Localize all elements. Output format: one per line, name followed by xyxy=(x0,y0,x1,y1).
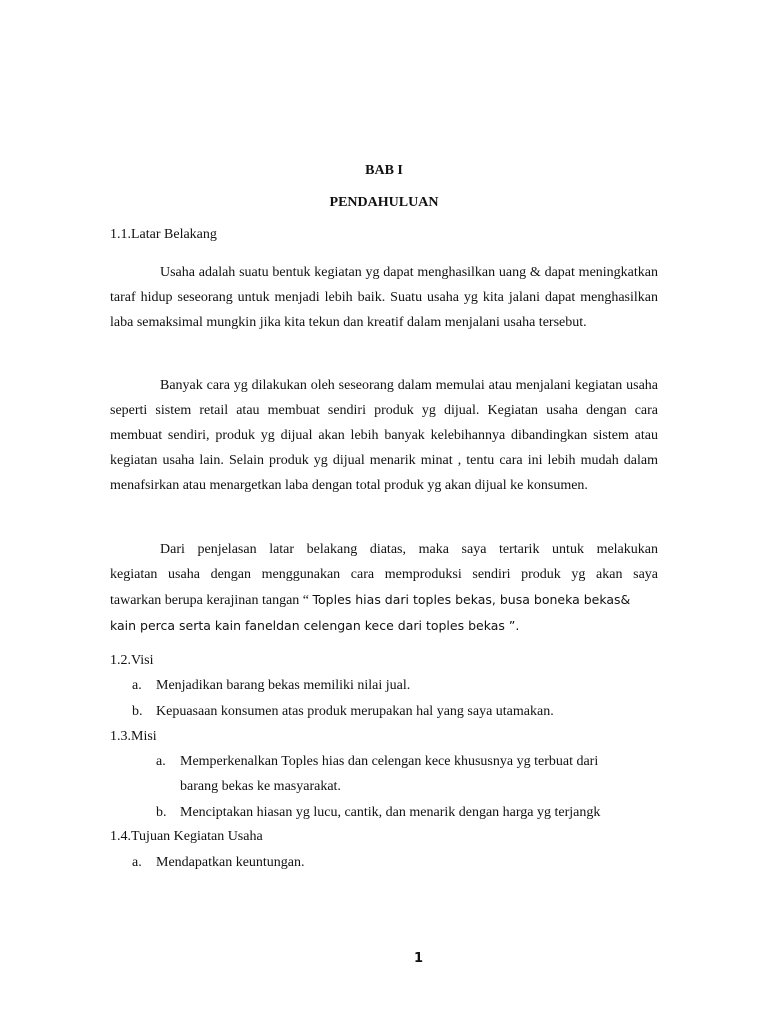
paragraph-3-line-1: Dari penjelasan latar belakang diatas, maka saya tertarik untuk melakukan xyxy=(160,542,658,557)
misi-item-b-marker: b. xyxy=(156,805,167,820)
tujuan-item-a-marker: a. xyxy=(132,855,142,870)
visi-item-b-marker: b. xyxy=(132,704,143,719)
tujuan-item-a-text: Mendapatkan keuntungan. xyxy=(156,855,305,870)
paragraph-3-line-3 xyxy=(110,587,658,613)
page-number: 1 xyxy=(414,951,424,966)
paragraph-2-text: Banyak cara yg dilakukan oleh seseorang dalam memulai atau menjalani kegiatan usaha seperti sistem retail atau membuat sendiri produk yg dijual. Kegiatan usaha dengan cara membuat sendiri, produk yg dijual akan lebih banyak kelebihannya dibandingkan sistem atau kegiatan usaha lain. Selain produk yg dijual menarik minat , tentu cara ini lebih mudah dalam menafsirkan atau menargetkan laba dengan total produk yg akan dijual ke konsumen. xyxy=(110,378,658,493)
visi-item-b-text: Kepuasaan konsumen atas produk merupakan hal yang saya utamakan. xyxy=(156,704,554,719)
paragraph-3-line-3-sans: Toples hias dari toples bekas, busa boneka bekas& xyxy=(312,592,631,607)
misi-item-a-line-1: Memperkenalkan Toples hias dan celengan kece khususnya yg terbuat dari xyxy=(180,754,599,769)
misi-item-a-marker: a. xyxy=(156,754,166,769)
chapter-label: BAB I xyxy=(365,163,403,178)
paragraph-1 xyxy=(110,260,658,335)
section-heading-tujuan: 1.4.Tujuan Kegiatan Usaha xyxy=(110,829,263,844)
paragraph-2 xyxy=(110,373,658,498)
misi-item-b-line-1: Menciptakan hiasan yg lucu, cantik, dan menarik dengan harga yg terjangk xyxy=(180,805,601,820)
chapter-title: PENDAHULUAN xyxy=(329,195,439,210)
paragraph-3-line-4: kain perca serta kain faneldan celengan kece dari toples bekas ”. xyxy=(110,618,520,633)
paragraph-3-line-3-serif: tawarkan berupa kerajinan tangan “ xyxy=(110,593,313,608)
paragraph-3-line-2: kegiatan usaha dengan menggunakan cara memproduksi sendiri produk yg akan saya xyxy=(110,567,658,582)
visi-item-a-text: Menjadikan barang bekas memiliki nilai jual. xyxy=(156,678,411,693)
paragraph-1-text: Usaha adalah suatu bentuk kegiatan yg dapat menghasilkan uang & dapat meningkatkan taraf hidup seseorang untuk menjadi lebih baik. Suatu usaha yg kita jalani dapat menghasilkan laba semaksimal mungkin jika kita tekun dan kreatif dalam menjalani usaha tersebut. xyxy=(110,265,658,330)
visi-item-a-marker: a. xyxy=(132,678,142,693)
misi-item-a-line-2: barang bekas ke masyarakat. xyxy=(180,779,341,794)
section-heading-visi: 1.2.Visi xyxy=(110,653,154,668)
paragraph-3 xyxy=(110,537,658,638)
section-heading-latar-belakang: 1.1.Latar Belakang xyxy=(110,227,217,242)
section-heading-misi: 1.3.Misi xyxy=(110,729,157,744)
